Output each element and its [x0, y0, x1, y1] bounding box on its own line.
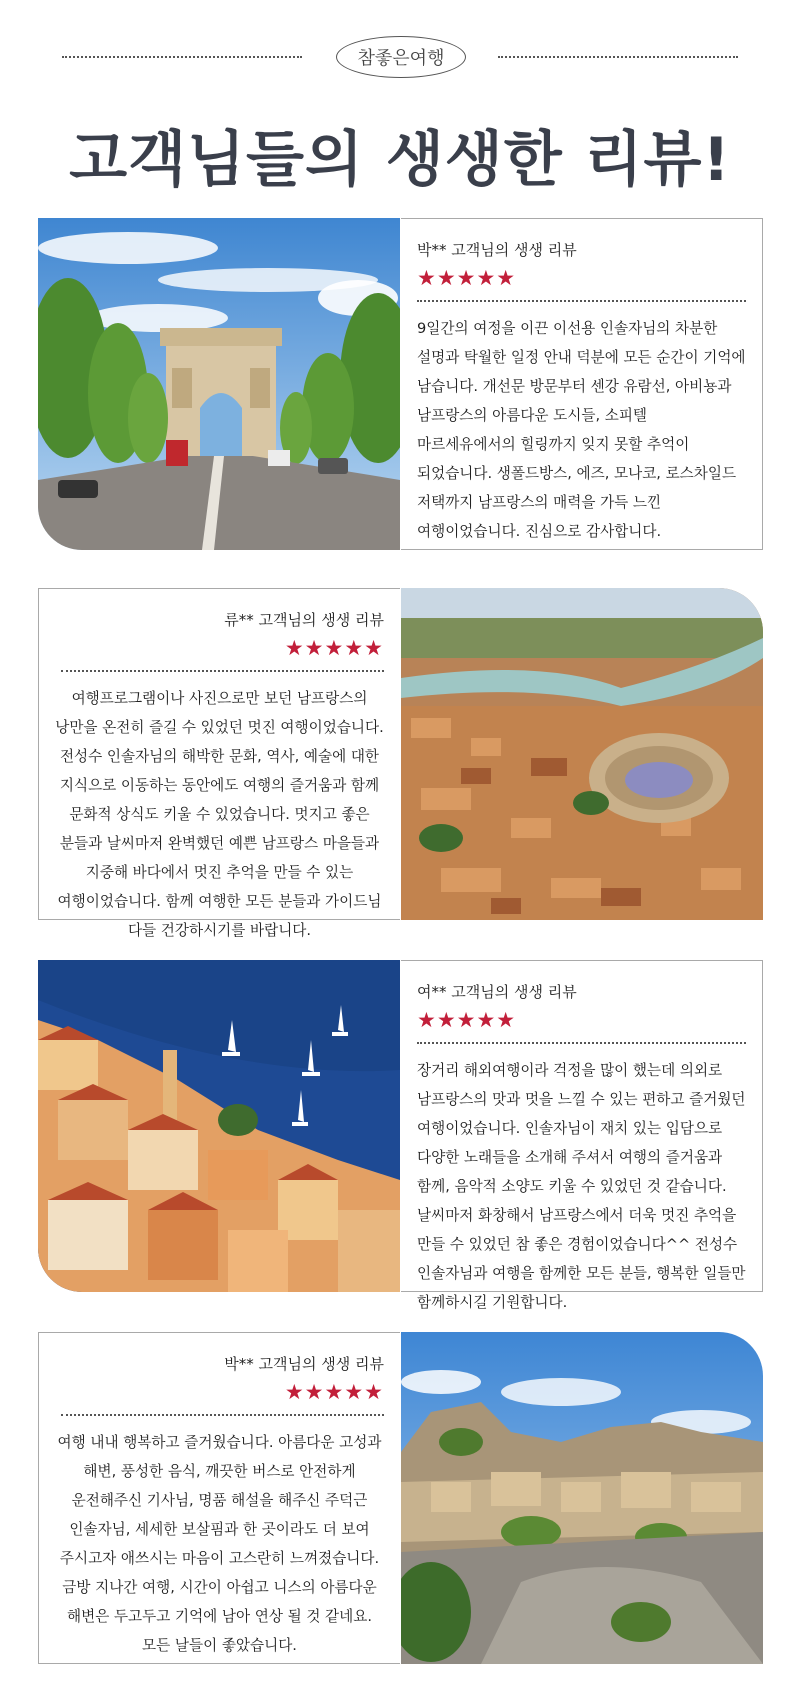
star-rating: ★★★★★	[284, 636, 384, 660]
dotted-divider-right	[498, 56, 738, 58]
header	[0, 36, 800, 80]
review-title: 류** 고객님의 생생 리뷰	[224, 611, 384, 629]
review-title: 여** 고객님의 생생 리뷰	[417, 983, 577, 1001]
review-title: 박** 고객님의 생생 리뷰	[417, 241, 577, 259]
review-body: 여행프로그램이나 사진으로만 보던 남프랑스의 낭만을 온전히 즐길 수 있었던 멋진 여행이었습니다. 전성수 인솔자님의 해박한 문화, 역사, 예술에 대한 지식으로 이동하는 동안에도 여행의 즐거움과 함께 문화적 상식도 키울 수 있었습니다. 멋지고 좋은 분들과 날씨마저 완벽했던 예쁜 남프랑스 마을들과 지중해 바다에서 멋진 추억을 만들 수 있는 여행이었습니다. 함께 여행한 모든 분들과 가이드님 다들 건강하시기를 바랍니다.	[55, 690, 384, 939]
review-title: 박** 고객님의 생생 리뷰	[224, 1355, 384, 1373]
arc-de-triomphe-photo	[38, 218, 400, 550]
page-title: 고객님들의 생생한 리뷰!	[69, 125, 731, 195]
villefranche-harbor-photo	[38, 960, 400, 1292]
review-text-box	[38, 1332, 400, 1664]
dotted-divider	[61, 1414, 384, 1416]
review-body: 9일간의 여정을 이끈 이선용 인솔자님의 차분한 설명과 탁월한 일정 안내 덕분에 모든 순간이 기억에 남습니다. 개선문 방문부터 센강 유람선, 아비뇽과 남프랑스의 아름다운 도시들, 소피텔 마르세유에서의 힐링까지 잊지 못할 추억이 되었습니다. 생폴드방스, 에즈, 모나코, 로스차일드 저택까지 남프랑스의 매력을 가득 느낀 여행이었습니다. 진심으로 감사합니다.	[417, 320, 746, 540]
review-card	[38, 218, 763, 550]
dotted-divider-left	[62, 56, 302, 58]
dotted-divider	[417, 1042, 746, 1044]
review-card	[38, 588, 763, 939]
review-body: 여행 내내 행복하고 즐거웠습니다. 아름다운 고성과 해변, 풍성한 음식, 깨끗한 버스로 안전하게 운전해주신 기사님, 명품 해설을 해주신 주덕근 인솔자님, 세세한 보살핌과 한 곳이라도 더 보여 주시고자 애쓰시는 마음이 고스란히 느껴졌습니다. 금방 지나간 여행, 시간이 아쉽고 니스의 아름다운 해변은 두고두고 기억에 남아 연상 될 것 같네요. 모든 날들이 좋았습니다.	[57, 1434, 382, 1654]
review-card	[38, 960, 763, 1311]
review-text-box	[38, 588, 400, 939]
review-body: 장거리 해외여행이라 걱정을 많이 했는데 의외로 남프랑스의 맛과 멋을 느낄 수 있는 편하고 즐거웠던 여행이었습니다. 인솔자님이 재치 있는 입담으로 다양한 노래들을 소개해 주셔서 여행의 즐거움과 함께, 음악적 소양도 키울 수 있었던 것 같습니다. 날씨마저 화창해서 남프랑스에서 더욱 멋진 추억을 만들 수 있었던 참 좋은 경험이었습니다^^ 전성수 인솔자님과 여행을 함께한 모든 분들, 행복한 일들만 함께하시길 기원합니다.	[417, 1062, 746, 1311]
arles-amphitheatre-aerial-photo	[401, 588, 763, 920]
star-rating: ★★★★★	[417, 1008, 517, 1032]
review-card	[38, 1332, 763, 1664]
dotted-divider	[417, 300, 746, 302]
dotted-divider	[61, 670, 384, 672]
review-text-box	[401, 960, 763, 1311]
brand-badge: 참좋은여행	[336, 36, 466, 78]
review-text-box	[401, 218, 763, 550]
les-baux-village-photo	[401, 1332, 763, 1664]
star-rating: ★★★★★	[284, 1380, 384, 1404]
star-rating: ★★★★★	[417, 266, 517, 290]
